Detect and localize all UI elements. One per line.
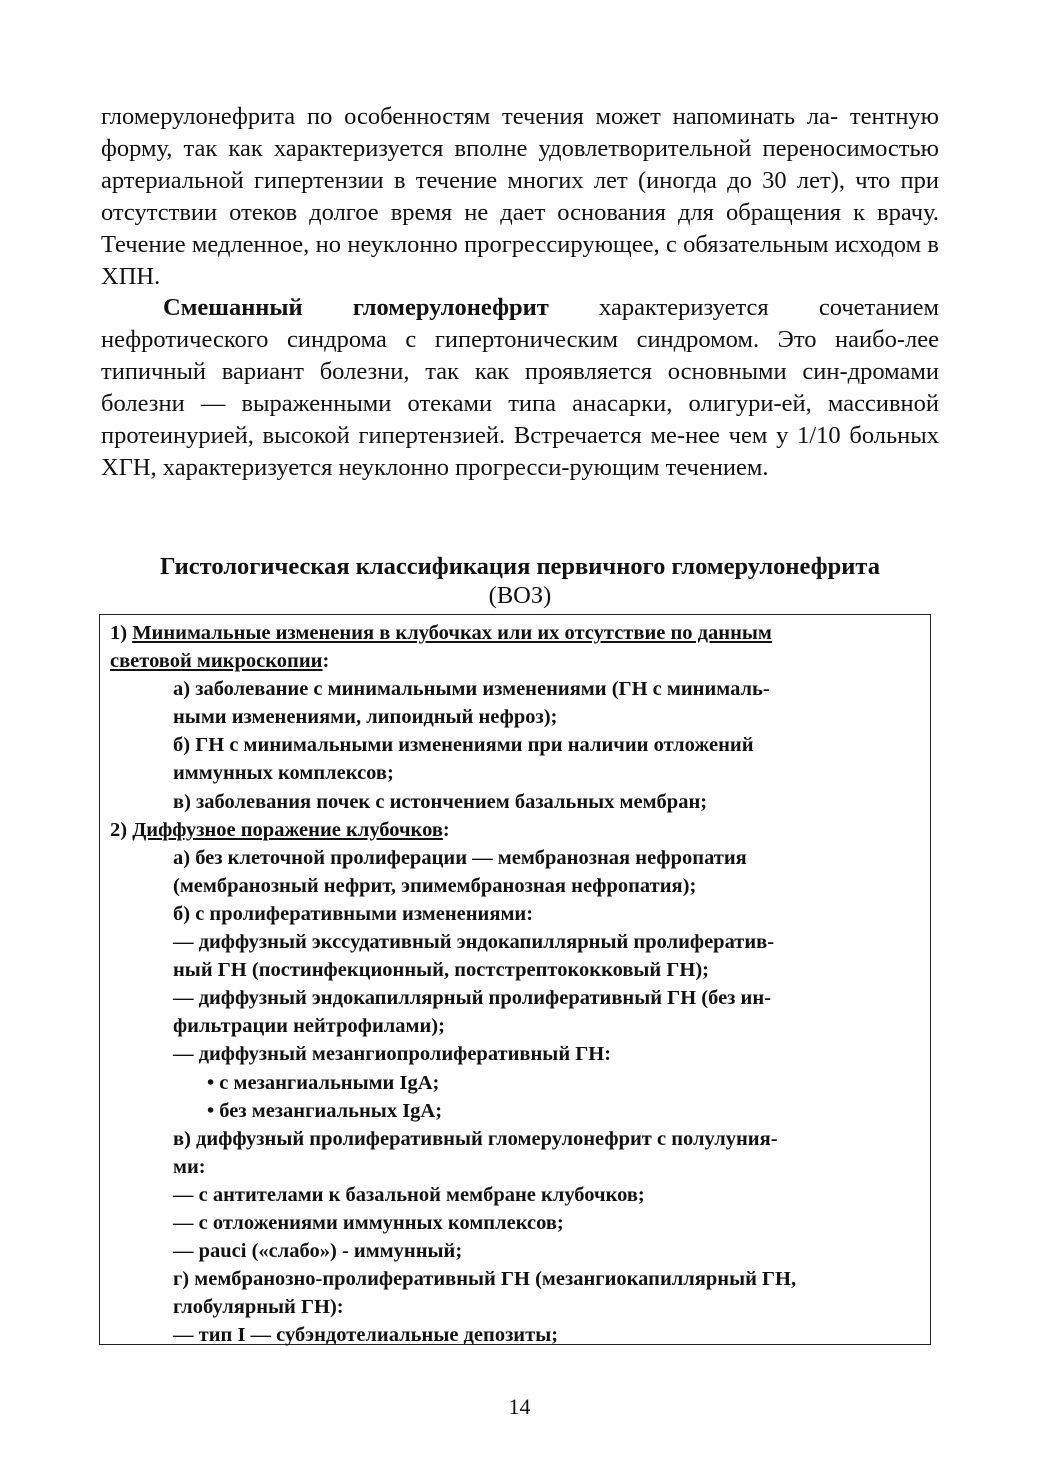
list-item: (мембранозный нефрит, эпимембранозная нефропатия);: [173, 874, 697, 897]
list-item: — диффузный эндокапиллярный пролиферативный ГН (без ин-: [173, 987, 771, 1010]
list-item: ными изменениями, липоидный нефроз);: [173, 706, 558, 729]
text-line: прогрессирующее, с обязательным исходом в ХПН.: [101, 230, 939, 290]
term-mixed-gn: Смешанный гломерулонефрит: [163, 294, 549, 322]
text-line: переносимостью артериальной гипертензии в течение многих лет: [101, 134, 939, 194]
list-item: — с антителами к базальной мембране клубочков;: [173, 1183, 645, 1206]
list-item: а) заболевание с минимальными изменениями (ГН с минималь-: [173, 678, 770, 701]
section-1-heading: 1) Минимальные изменения в клубочках или их отсутствие по данным: [110, 622, 772, 644]
list-item: глобулярный ГН):: [173, 1296, 344, 1319]
list-item: в) диффузный пролиферативный гломерулонефрит с полулуния-: [173, 1127, 778, 1150]
heading-title: Гистологическая классификация первичного гломерулонефрита: [160, 553, 880, 580]
text-line: (иногда до 30 лет), что при отсутствии отеков долгое время не дает: [101, 166, 939, 226]
page-number: 14: [508, 1394, 531, 1419]
list-item: иммунных комплексов;: [173, 762, 394, 785]
list-item: — тип I — субэндотелиальные депозиты;: [173, 1324, 559, 1347]
paragraph-latent-continuation: [101, 101, 939, 292]
list-item: — с отложениями иммунных комплексов;: [173, 1211, 564, 1234]
section-1-heading-cont: световой микроскопии:: [110, 650, 330, 673]
body-text: [101, 101, 939, 484]
section-2-heading: 2) Диффузное поражение клубочков:: [110, 818, 450, 841]
bullet-item: • без мезангиальных IgA;: [207, 1099, 443, 1122]
text-line: тентную форму, так как характеризуется вполне удовлетворительной: [101, 103, 939, 162]
section-heading: [101, 552, 939, 610]
text-line: гломерулонефрита по особенностям течения может напоминать ла-: [101, 103, 850, 130]
list-item: а) без клеточной пролиферации — мембранозная нефропатия: [173, 846, 747, 869]
bullet-item: • с мезангиальными IgA;: [207, 1071, 440, 1094]
list-item: — диффузный экссудативный эндокапиллярный пролифератив-: [173, 931, 775, 954]
list-item: б) ГН с минимальными изменениями при наличии отложений: [173, 734, 754, 757]
list-item: ми:: [173, 1155, 206, 1178]
heading-subtitle: (ВОЗ): [488, 582, 552, 609]
list-item: г) мембранозно-пролиферативный ГН (мезангиокапиллярный ГН,: [173, 1268, 797, 1291]
paragraph-mixed-gn: [101, 292, 939, 483]
list-item: — pauci («слабо») - иммунный;: [173, 1240, 463, 1263]
list-item: б) с пролиферативными изменениями:: [173, 902, 534, 925]
classification-box: [99, 614, 931, 1345]
list-item: фильтрации нейтрофилами);: [173, 1015, 445, 1038]
list-item: в) заболевания почек с истончением базальных мембран;: [173, 790, 708, 813]
paragraph-text: характеризуется сочетанием нефротического синдрома с гипертоническим синдромом. Это наибо-лее типичный вариант болезни, так как проявляется основными син-дромами болезни — выраженными отеками типа анасарки, олигури-ей, массивной протеинурией, высокой гипертензией. Встречается ме-нее чем у 1/10 больных ХГН, характеризуется неуклонно прогресси-рующим течением.: [101, 294, 939, 481]
list-item: — диффузный мезангиопролиферативный ГН:: [173, 1043, 612, 1066]
text-line: основания для обращения к врачу. Течение медленное, но неуклонно: [101, 198, 939, 258]
list-item: ный ГН (постинфекционный, постстрептококковый ГН);: [173, 959, 710, 982]
